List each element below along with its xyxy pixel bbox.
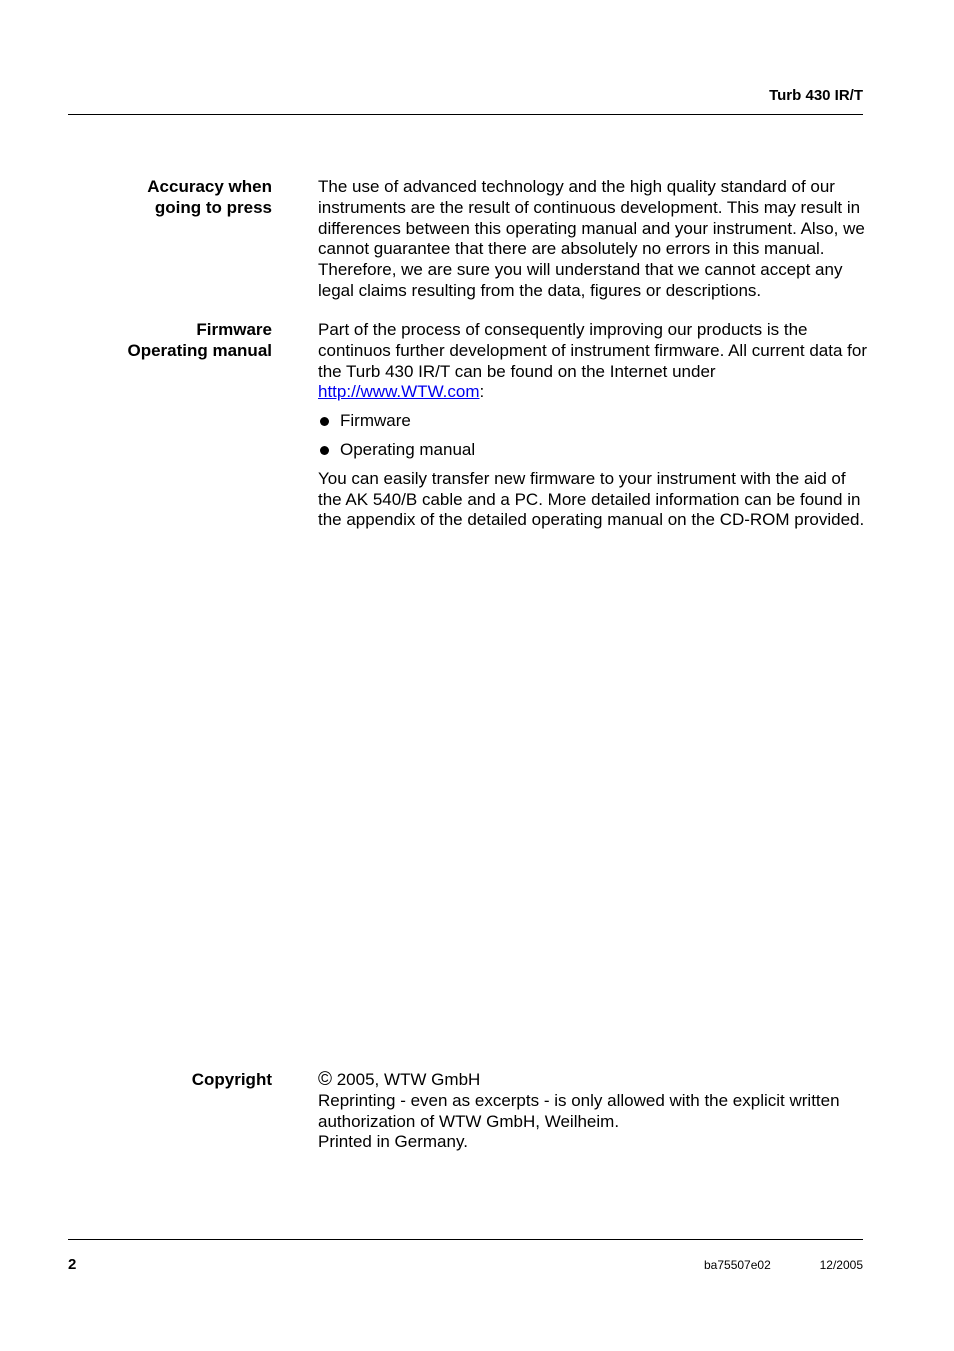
copyright-heading-label: Copyright — [191, 1070, 272, 1089]
firmware-transfer-paragraph: You can easily transfer new firmware to your instrument with the aid of the AK 540/B cable and a PC. More detailed information can be found in the appendix of the detailed operating manual on the CD-ROM provided. — [318, 468, 865, 530]
copyright-symbol: © — [318, 1069, 332, 1090]
copyright-line-2: Reprinting - even as excerpts - is only allowed with the explicit written authorization of WTW GmbH, Weilheim. — [318, 1090, 840, 1131]
bullet-dot-icon — [320, 417, 329, 426]
list-item — [318, 411, 868, 432]
copyright-heading — [68, 1069, 272, 1090]
document-date: 12/2005 — [819, 1258, 863, 1272]
footer-rule — [68, 1239, 863, 1240]
wtw-website-link[interactable]: http://www.WTW.com — [318, 382, 480, 402]
accuracy-section — [318, 177, 868, 302]
header-title: Turb 430 IR/T — [769, 87, 863, 104]
list-item-label: Firmware — [340, 411, 411, 431]
accuracy-paragraph: The use of advanced technology and the high quality standard of our instruments are the result of continuous development. This may result in differences between this operating manual and your instrument. Also, we cannot guarantee that there are absolutely no errors in this manual. Therefore, we are sure you will understand that we cannot accept any legal claims resulting from the data, figures or descriptions. — [318, 177, 865, 300]
header-rule — [68, 114, 863, 115]
copyright-line-3: Printed in Germany. — [318, 1132, 468, 1152]
list-item-label: Operating manual — [340, 439, 476, 459]
copyright-section — [318, 1070, 868, 1153]
accuracy-heading — [68, 176, 272, 218]
firmware-intro-paragraph — [318, 320, 868, 403]
firmware-heading-line-1: Firmware — [196, 320, 272, 339]
bullet-dot-icon — [320, 446, 329, 455]
accuracy-heading-line-1: Accuracy when — [147, 177, 272, 196]
firmware-intro-text: Part of the process of consequently improving our products is the continuos further development of instrument firmware. All current data for the Turb 430 IR/T can be found on the Internet under — [318, 320, 867, 381]
firmware-heading — [68, 319, 272, 361]
list-item — [318, 440, 868, 461]
firmware-section — [318, 320, 868, 531]
firmware-bullet-list — [318, 411, 868, 461]
firmware-intro-end: : — [479, 382, 485, 402]
document-code: ba75507e02 — [704, 1258, 771, 1272]
copyright-owner: 2005, WTW GmbH — [332, 1070, 481, 1089]
page-number: 2 — [68, 1256, 77, 1273]
copyright-line-1 — [318, 1070, 868, 1091]
accuracy-heading-line-2: going to press — [154, 198, 272, 217]
firmware-heading-line-2: Operating manual — [127, 341, 272, 360]
